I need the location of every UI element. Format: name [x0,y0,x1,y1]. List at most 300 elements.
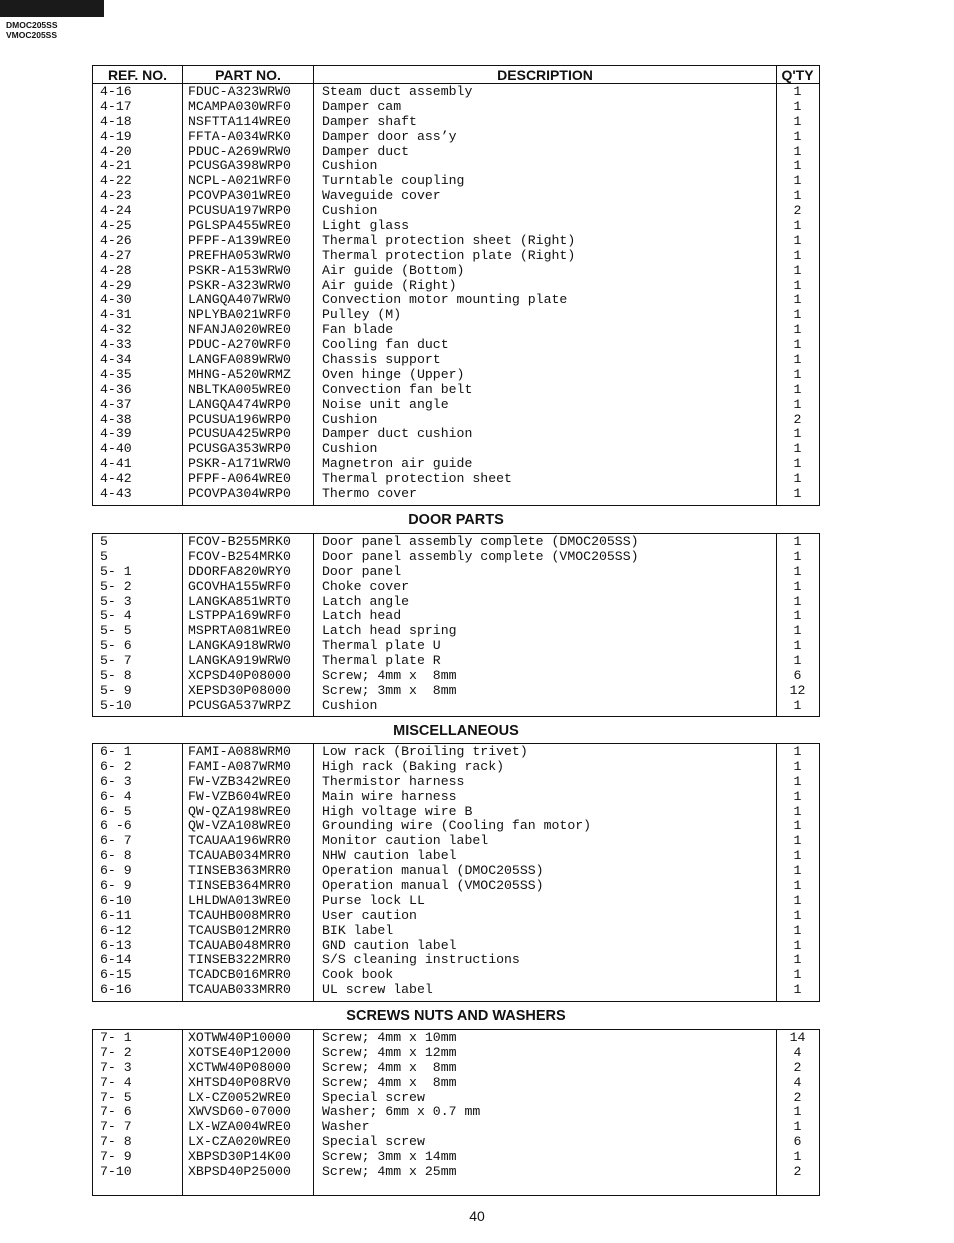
qty-cell: 1 [793,307,802,323]
description-cell: Thermal plate U [322,638,441,654]
description-cell: BIK label [322,922,394,938]
part-no-cell: FAMI-A087WRM0 [188,758,291,774]
qty-cell: 1 [793,337,802,353]
ref-no-cell: 5- 9 [100,682,132,698]
part-no-cell: TINSEB363MRR0 [188,863,291,879]
part-no-cell: PCUSGA353WRP0 [188,441,291,457]
header-description: DESCRIPTION [314,66,777,83]
qty-cell: 1 [793,697,802,713]
qty-cell: 1 [793,922,802,938]
ref-no-cell: 4-34 [100,352,132,368]
description-cell: Air guide (Right) [322,277,457,293]
ref-no-cell: 4-35 [100,366,132,382]
qty-cell: 1 [793,426,802,442]
part-no-cell: QW-QZA198WRE0 [188,803,291,819]
qty-cell: 1 [793,277,802,293]
ref-no-cell: 4-32 [100,322,132,338]
ref-no-cell: 6- 8 [100,848,132,864]
qty-cell: 1 [793,218,802,234]
part-no-cell: PFPF-A139WRE0 [188,232,291,248]
part-no-cell: XEPSD30P08000 [188,682,291,698]
description-cell: Cook book [322,967,394,983]
ref-no-cell: 6- 9 [100,863,132,879]
part-no-cell: PDUC-A269WRW0 [188,143,291,159]
description-cell: Waveguide cover [322,188,441,204]
table-header [92,65,820,84]
column-ref [93,744,183,1001]
ref-no-cell: 4-39 [100,426,132,442]
description-cell: Screw; 4mm x 8mm [322,1059,457,1075]
model-label-2: VMOC205SS [6,30,58,40]
description-cell: Damper shaft [322,113,417,129]
description-cell: Washer; 6mm x 0.7 mm [322,1104,481,1120]
ref-no-cell: 4-25 [100,218,132,234]
ref-no-cell: 4-26 [100,232,132,248]
qty-cell: 1 [793,638,802,654]
qty-cell: 1 [793,247,802,263]
ref-no-cell: 4-36 [100,381,132,397]
ref-no-cell: 5 [100,534,108,549]
ref-no-cell: 5- 5 [100,623,132,639]
qty-cell: 1 [793,143,802,159]
qty-cell: 4 [793,1074,802,1090]
ref-no-cell: 7- 6 [100,1104,132,1120]
ref-no-cell: 5- 2 [100,578,132,594]
qty-cell: 1 [793,173,802,189]
ref-no-cell: 4-41 [100,456,132,472]
part-no-cell: PREFHA053WRW0 [188,247,291,263]
ref-no-cell: 6-13 [100,937,132,953]
ref-no-cell: 6-12 [100,922,132,938]
part-no-cell: PFPF-A064WRE0 [188,471,291,487]
qty-cell: 1 [793,848,802,864]
description-cell: Purse lock LL [322,892,425,908]
qty-cell: 1 [793,1149,802,1165]
part-no-cell: FFTA-A034WRK0 [188,128,291,144]
description-cell: Convection fan belt [322,381,473,397]
description-cell: Cushion [322,411,378,427]
ref-no-cell: 4-30 [100,292,132,308]
description-cell: Door panel assembly complete (VMOC205SS) [322,548,639,564]
part-no-cell: XCTWW40P08000 [188,1059,291,1075]
ref-no-cell: 6- 2 [100,758,132,774]
description-cell: Steam duct assembly [322,84,473,99]
qty-cell: 1 [793,441,802,457]
part-no-cell: TCAUHB008MRR0 [188,907,291,923]
qty-cell: 1 [793,1119,802,1135]
qty-cell: 1 [793,396,802,412]
part-no-cell: LX-CZA020WRE0 [188,1134,291,1150]
description-cell: Screw; 4mm x 8mm [322,1074,457,1090]
description-cell: Thermistor harness [322,773,465,789]
description-cell: Low rack (Broiling trivet) [322,744,528,759]
part-no-cell: LANGFA089WRW0 [188,352,291,368]
ref-no-cell: 6-14 [100,952,132,968]
qty-cell: 1 [793,878,802,894]
description-cell: High voltage wire B [322,803,473,819]
description-cell: Cushion [322,203,378,219]
ref-no-cell: 7- 8 [100,1134,132,1150]
qty-cell: 1 [793,863,802,879]
part-no-cell: PCUSUA197WRP0 [188,203,291,219]
description-cell: Chassis support [322,352,441,368]
qty-cell: 1 [793,744,802,759]
ref-no-cell: 7- 4 [100,1074,132,1090]
qty-cell: 1 [793,471,802,487]
ref-no-cell: 5- 8 [100,668,132,684]
qty-cell: 1 [793,456,802,472]
part-no-cell: LANGQA474WRP0 [188,396,291,412]
part-no-cell: LANGQA407WRW0 [188,292,291,308]
description-cell: Noise unit angle [322,396,449,412]
part-no-cell: XCPSD40P08000 [188,668,291,684]
ref-no-cell: 4-18 [100,113,132,129]
qty-cell: 1 [793,352,802,368]
header-ref-no: REF. NO. [93,66,183,83]
column-part [183,1030,314,1195]
ref-no-cell: 7- 3 [100,1059,132,1075]
description-cell: Screw; 4mm x 8mm [322,668,457,684]
ref-no-cell: 4-21 [100,158,132,174]
qty-cell: 14 [789,1030,806,1045]
qty-cell: 1 [793,623,802,639]
ref-no-cell: 4-37 [100,396,132,412]
qty-cell: 1 [793,653,802,669]
ref-no-cell: 4-31 [100,307,132,323]
ref-no-cell: 6- 4 [100,788,132,804]
description-cell: Cushion [322,158,378,174]
part-no-cell: PDUC-A270WRF0 [188,337,291,353]
qty-cell: 1 [793,98,802,114]
part-no-cell: LANGKA918WRW0 [188,638,291,654]
qty-cell: 1 [793,907,802,923]
ref-no-cell: 4-33 [100,337,132,353]
part-no-cell: FW-VZB342WRE0 [188,773,291,789]
description-cell: Thermal plate R [322,653,441,669]
ref-no-cell: 6 -6 [100,818,132,834]
description-cell: Monitor caution label [322,833,489,849]
ref-no-cell: 5- 3 [100,593,132,609]
qty-cell: 1 [793,578,802,594]
ref-no-cell: 4-29 [100,277,132,293]
part-no-cell: TCAUAB034MRR0 [188,848,291,864]
qty-cell: 1 [793,322,802,338]
ref-no-cell: 7-10 [100,1164,132,1180]
description-cell: Operation manual (VMOC205SS) [322,878,544,894]
description-cell: Screw; 3mm x 14mm [322,1149,457,1165]
qty-cell: 1 [793,952,802,968]
part-no-cell: MSPRTA081WRE0 [188,623,291,639]
qty-cell: 1 [793,892,802,908]
ref-no-cell: 6- 9 [100,878,132,894]
qty-cell: 1 [793,158,802,174]
qty-cell: 1 [793,366,802,382]
part-no-cell: PSKR-A153WRW0 [188,262,291,278]
parts-table-screws-nuts-washers [92,1029,820,1196]
part-no-cell: XOTWW40P10000 [188,1030,291,1045]
part-no-cell: XBPSD40P25000 [188,1164,291,1180]
description-cell: Latch angle [322,593,410,609]
description-cell: Latch head spring [322,623,457,639]
part-no-cell: LX-CZ0052WRE0 [188,1089,291,1105]
header-qty: Q'TY [781,66,814,83]
description-cell: Grounding wire (Cooling fan motor) [322,818,592,834]
column-ref [93,1030,183,1195]
ref-no-cell: 7- 5 [100,1089,132,1105]
ref-no-cell: 4-38 [100,411,132,427]
part-no-cell: DDORFA820WRY0 [188,563,291,579]
qty-cell: 1 [793,534,802,549]
ref-no-cell: 4-42 [100,471,132,487]
part-no-cell: PCUSGA398WRP0 [188,158,291,174]
qty-cell: 4 [793,1044,802,1060]
part-no-cell: PCOVPA301WRE0 [188,188,291,204]
description-cell: Latch head [322,608,402,624]
description-cell: User caution [322,907,417,923]
column-qty [777,1030,818,1195]
description-cell: Turntable coupling [322,173,465,189]
part-no-cell: PSKR-A323WRW0 [188,277,291,293]
description-cell: Screw; 3mm x 8mm [322,682,457,698]
qty-cell: 1 [793,803,802,819]
ref-no-cell: 7- 1 [100,1030,132,1045]
ref-no-cell: 6-16 [100,982,132,998]
model-labels [6,20,58,40]
ref-no-cell: 4-27 [100,247,132,263]
ref-no-cell: 5 [100,548,108,564]
part-no-cell: TINSEB322MRR0 [188,952,291,968]
description-cell: UL screw label [322,982,433,998]
column-qty [777,84,818,505]
description-cell: Choke cover [322,578,410,594]
column-qty [777,534,818,716]
part-no-cell: PCUSGA537WRPZ [188,697,291,713]
part-no-cell: TCAUAB033MRR0 [188,982,291,998]
qty-cell: 1 [793,608,802,624]
description-cell: Fan blade [322,322,394,338]
part-no-cell: XHTSD40P08RV0 [188,1074,291,1090]
part-no-cell: NSFTTA114WRE0 [188,113,291,129]
description-cell: Main wire harness [322,788,457,804]
part-no-cell: XBPSD30P14K00 [188,1149,291,1165]
column-desc [314,534,777,716]
ref-no-cell: 4-22 [100,173,132,189]
qty-cell: 1 [793,128,802,144]
qty-cell: 1 [793,818,802,834]
model-label-1: DMOC205SS [6,20,58,30]
description-cell: Door panel assembly complete (DMOC205SS) [322,534,639,549]
description-cell: Screw; 4mm x 25mm [322,1164,457,1180]
section-title-door-parts: DOOR PARTS [408,512,504,528]
ref-no-cell: 4-23 [100,188,132,204]
column-part [183,744,314,1001]
qty-cell: 6 [793,668,802,684]
description-cell: Light glass [322,218,410,234]
qty-cell: 1 [793,982,802,998]
qty-cell: 1 [793,113,802,129]
part-no-cell: PGLSPA455WRE0 [188,218,291,234]
part-no-cell: PCUSUA196WRP0 [188,411,291,427]
corner-bar [0,0,104,17]
part-no-cell: FDUC-A323WRW0 [188,84,291,99]
part-no-cell: TCAUAB048MRR0 [188,937,291,953]
part-no-cell: MHNG-A520WRMZ [188,366,291,382]
description-cell: Cushion [322,441,378,457]
part-no-cell: MCAMPA030WRF0 [188,98,291,114]
part-no-cell: LSTPPA169WRF0 [188,608,291,624]
description-cell: Thermal protection sheet (Right) [322,232,576,248]
ref-no-cell: 5- 4 [100,608,132,624]
qty-cell: 12 [789,682,806,698]
ref-no-cell: 6- 5 [100,803,132,819]
part-no-cell: FAMI-A088WRM0 [188,744,291,759]
description-cell: Magnetron air guide [322,456,473,472]
description-cell: Air guide (Bottom) [322,262,465,278]
column-desc [314,1030,777,1195]
part-no-cell: NFANJA020WRE0 [188,322,291,338]
description-cell: Convection motor mounting plate [322,292,568,308]
description-cell: Damper door ass’y [322,128,457,144]
part-no-cell: GCOVHA155WRF0 [188,578,291,594]
part-no-cell: LANGKA919WRW0 [188,653,291,669]
description-cell: GND caution label [322,937,457,953]
parts-table-door-parts [92,533,820,717]
ref-no-cell: 6- 1 [100,744,132,759]
description-cell: Oven hinge (Upper) [322,366,465,382]
ref-no-cell: 4-16 [100,84,132,99]
ref-no-cell: 5-10 [100,697,132,713]
part-no-cell: PSKR-A171WRW0 [188,456,291,472]
ref-no-cell: 4-43 [100,486,132,502]
qty-cell: 2 [793,1089,802,1105]
part-no-cell: TCAUAA196WRR0 [188,833,291,849]
column-ref [93,534,183,716]
part-no-cell: TCADCB016MRR0 [188,967,291,983]
parts-table-section-4 [92,84,820,506]
qty-cell: 1 [793,758,802,774]
part-no-cell: QW-VZA108WRE0 [188,818,291,834]
part-no-cell: TINSEB364MRR0 [188,878,291,894]
qty-cell: 1 [793,188,802,204]
part-no-cell: PCOVPA304WRP0 [188,486,291,502]
qty-cell: 1 [793,1104,802,1120]
qty-cell: 1 [793,593,802,609]
part-no-cell: NBLTKA005WRE0 [188,381,291,397]
description-cell: Damper cam [322,98,402,114]
qty-cell: 1 [793,381,802,397]
description-cell: Thermal protection sheet [322,471,512,487]
qty-cell: 1 [793,563,802,579]
qty-cell: 1 [793,937,802,953]
qty-cell: 2 [793,411,802,427]
ref-no-cell: 5- 6 [100,638,132,654]
part-no-cell: PCUSUA425WRP0 [188,426,291,442]
description-cell: S/S cleaning instructions [322,952,520,968]
description-cell: Special screw [322,1089,425,1105]
ref-no-cell: 7- 7 [100,1119,132,1135]
column-desc [314,84,777,505]
column-part [183,534,314,716]
page-number: 40 [469,1208,485,1224]
description-cell: High rack (Baking rack) [322,758,505,774]
qty-cell: 2 [793,1059,802,1075]
ref-no-cell: 6-11 [100,907,132,923]
section-title-screws-nuts-washers: SCREWS NUTS AND WASHERS [346,1008,566,1024]
description-cell: Thermal protection plate (Right) [322,247,576,263]
part-no-cell: XOTSE40P12000 [188,1044,291,1060]
description-cell: Cushion [322,697,378,713]
description-cell: Screw; 4mm x 12mm [322,1044,457,1060]
qty-cell: 1 [793,84,802,99]
ref-no-cell: 4-40 [100,441,132,457]
qty-cell: 1 [793,833,802,849]
description-cell: Washer [322,1119,370,1135]
ref-no-cell: 4-24 [100,203,132,219]
qty-cell: 1 [793,232,802,248]
description-cell: Operation manual (DMOC205SS) [322,863,544,879]
column-qty [777,744,818,1001]
part-no-cell: LHLDWA013WRE0 [188,892,291,908]
header-part-no: PART NO. [183,66,314,83]
description-cell: Cooling fan duct [322,337,449,353]
qty-cell: 1 [793,548,802,564]
ref-no-cell: 6- 3 [100,773,132,789]
qty-cell: 1 [793,967,802,983]
part-no-cell: FCOV-B254MRK0 [188,548,291,564]
ref-no-cell: 6-15 [100,967,132,983]
ref-no-cell: 4-28 [100,262,132,278]
parts-table-miscellaneous [92,743,820,1002]
part-no-cell: NCPL-A021WRF0 [188,173,291,189]
qty-cell: 6 [793,1134,802,1150]
qty-cell: 1 [793,486,802,502]
ref-no-cell: 5- 1 [100,563,132,579]
qty-cell: 1 [793,292,802,308]
description-cell: Thermo cover [322,486,417,502]
ref-no-cell: 6-10 [100,892,132,908]
part-no-cell: LX-WZA004WRE0 [188,1119,291,1135]
ref-no-cell: 6- 7 [100,833,132,849]
column-part [183,84,314,505]
ref-no-cell: 4-19 [100,128,132,144]
qty-cell: 2 [793,203,802,219]
description-cell: Damper duct cushion [322,426,473,442]
qty-cell: 1 [793,788,802,804]
qty-cell: 1 [793,773,802,789]
part-no-cell: FCOV-B255MRK0 [188,534,291,549]
description-cell: Screw; 4mm x 10mm [322,1030,457,1045]
description-cell: Special screw [322,1134,425,1150]
description-cell: Door panel [322,563,402,579]
ref-no-cell: 7- 9 [100,1149,132,1165]
description-cell: NHW caution label [322,848,457,864]
part-no-cell: FW-VZB604WRE0 [188,788,291,804]
ref-no-cell: 4-17 [100,98,132,114]
part-no-cell: TCAUSB012MRR0 [188,922,291,938]
part-no-cell: NPLYBA021WRF0 [188,307,291,323]
ref-no-cell: 4-20 [100,143,132,159]
section-title-miscellaneous: MISCELLANEOUS [393,723,519,739]
qty-cell: 2 [793,1164,802,1180]
part-no-cell: XWVSD60-07000 [188,1104,291,1120]
qty-cell: 1 [793,262,802,278]
part-no-cell: LANGKA851WRT0 [188,593,291,609]
column-ref [93,84,183,505]
description-cell: Pulley (M) [322,307,402,323]
ref-no-cell: 7- 2 [100,1044,132,1060]
description-cell: Damper duct [322,143,410,159]
ref-no-cell: 5- 7 [100,653,132,669]
